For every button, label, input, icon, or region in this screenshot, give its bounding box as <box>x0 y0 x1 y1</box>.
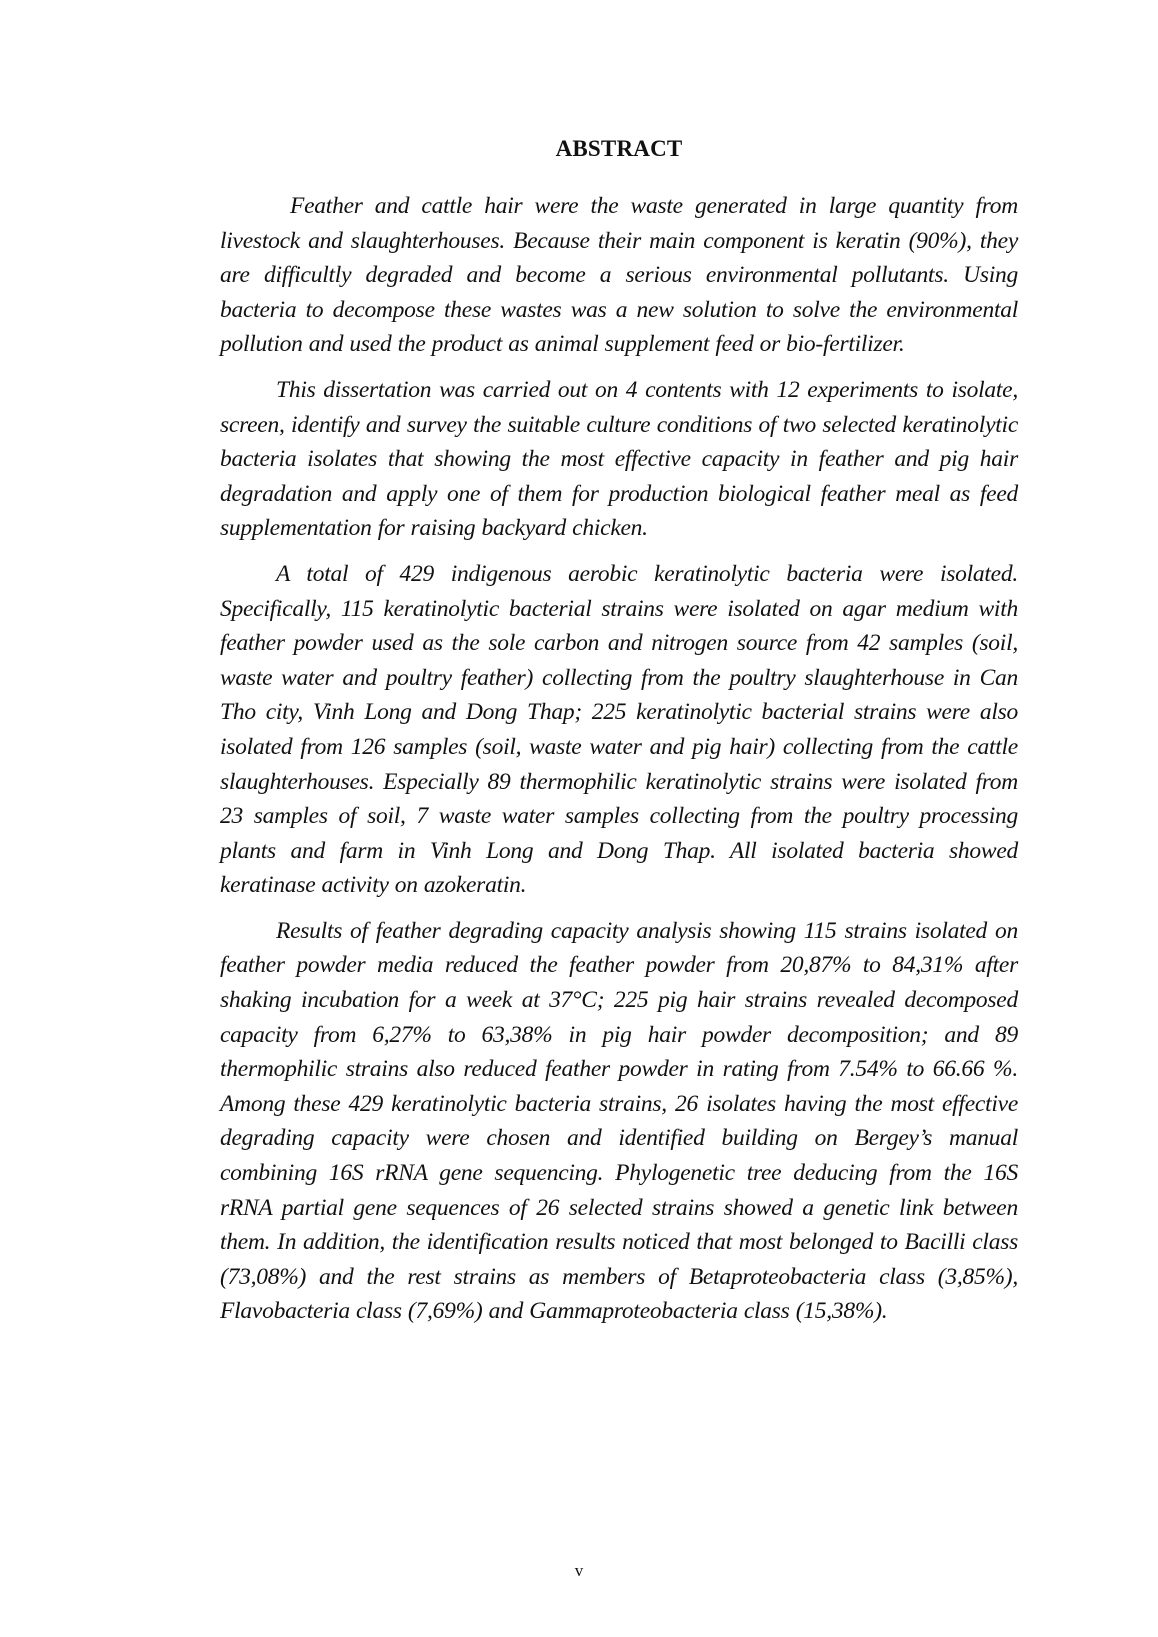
abstract-paragraph-4: Results of feather degrading capacity analysis showing 115 strains isolated on feather powder media reduced the feather powder from 20,87% to 84,31% after shaking incubation for a week at 37°C; 225 pig hair strains revealed decomposed capacity from 6,27% to 63,38% in pig hair powder decomposition; and 89 thermophilic strains also reduced feather powder in rating from 7.54% to 66.66 %. Among these 429 keratinolytic bacteria strains, 26 isolates having the most effective degrading capacity were chosen and identified building on Bergey’s manual combining 16S rRNA gene sequencing. Phylogenetic tree deducing from the 16S rRNA partial gene sequences of 26 selected strains showed a genetic link between them. In addition, the identification results noticed that most belonged to Bacilli class (73,08%) and the rest strains as members of Betaproteobacteria class (3,85%), Flavobacteria class (7,69%) and Gammaproteobacteria class (15,38%). <box>220 917 1018 1325</box>
abstract-title: ABSTRACT <box>555 136 683 161</box>
abstract-paragraph-2: This dissertation was carried out on 4 contents with 12 experiments to isolate, screen, identify and survey the suitable culture conditions of two selected keratinolytic bacteria isolates that showing the most effective capacity in feather and pig hair degradation and apply one of them for production biological feather meal as feed supplementation for raising backyard chicken. <box>220 376 1018 542</box>
abstract-paragraph-1: Feather and cattle hair were the waste generated in large quantity from livestock and slaughterhouses. Because their main component is keratin (90%), they are difficultly degraded and become a serious environmental pollutants. Using bacteria to decompose these wastes was a new solution to solve the environmental pollution and used the product as animal supplement feed or bio-fertilizer. <box>220 193 1018 358</box>
abstract-paragraph-3: A total of 429 indigenous aerobic keratinolytic bacteria were isolated. Specifically, 115 keratinolytic bacterial strains were isolated on agar medium with feather powder used as the sole carbon and nitrogen source from 42 samples (soil, waste water and poultry feather) collecting from the poultry slaughterhouse in Can Tho city, Vinh Long and Dong Thap; 225 keratinolytic bacterial strains were also isolated from 126 samples (soil, waste water and pig hair) collecting from the cattle slaughterhouses. Especially 89 thermophilic keratinolytic strains were isolated from 23 samples of soil, 7 waste water samples collecting from the poultry processing plants and farm in Vinh Long and Dong Thap. All isolated bacteria showed keratinase activity on azokeratin. <box>220 560 1018 899</box>
abstract-body <box>220 189 1018 1340</box>
page-number: v <box>574 1561 584 1580</box>
